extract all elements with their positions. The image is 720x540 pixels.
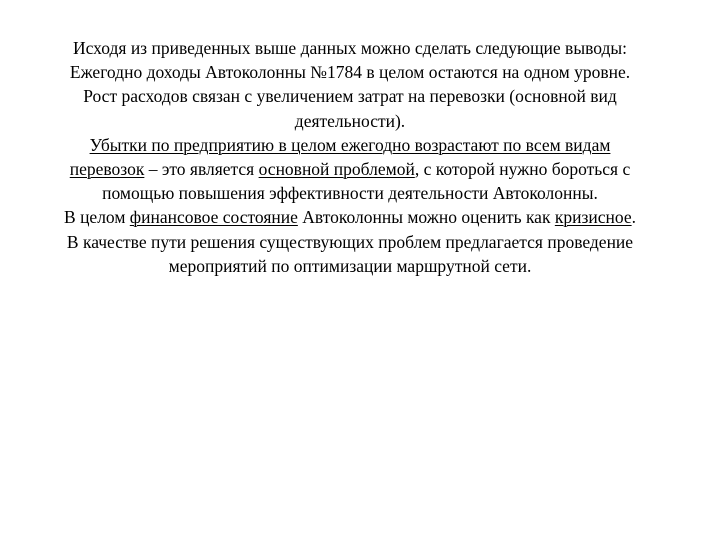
financial-state-underlined: финансовое состояние <box>129 207 298 228</box>
conclusions-text <box>52 36 648 278</box>
crisis-underlined: кризисное <box>554 207 632 228</box>
losses-text-end: , с которой нужно бороться с помощью повышения эффективности деятельности Автоколонны. <box>102 159 631 204</box>
income-paragraph: Ежегодно доходы Автоколонны №1784 в целом остаются на одном уровне. <box>69 62 631 83</box>
financial-state-text-end: . <box>631 207 636 228</box>
main-problem-underlined: основной проблемой <box>258 159 415 180</box>
losses-underlined-text: Убытки по предприятию в целом ежегодно возрастают по всем видам перевозок <box>69 134 611 180</box>
expenses-paragraph: Рост расходов связан с увеличением затрат на перевозки (основной вид деятельности). <box>83 86 617 131</box>
financial-state-text-mid: Автоколонны можно оценить как <box>297 207 555 228</box>
financial-state-paragraph <box>52 205 648 229</box>
intro-paragraph: Исходя из приведенных выше данных можно сделать следующие выводы: <box>72 38 627 58</box>
financial-state-text: В целом <box>64 207 130 228</box>
losses-text: – это является <box>144 159 259 180</box>
losses-paragraph <box>52 133 648 206</box>
solution-paragraph: В качестве пути решения существующих проблем предлагается проведение мероприятий по оптимизации маршрутной сети. <box>66 231 634 276</box>
